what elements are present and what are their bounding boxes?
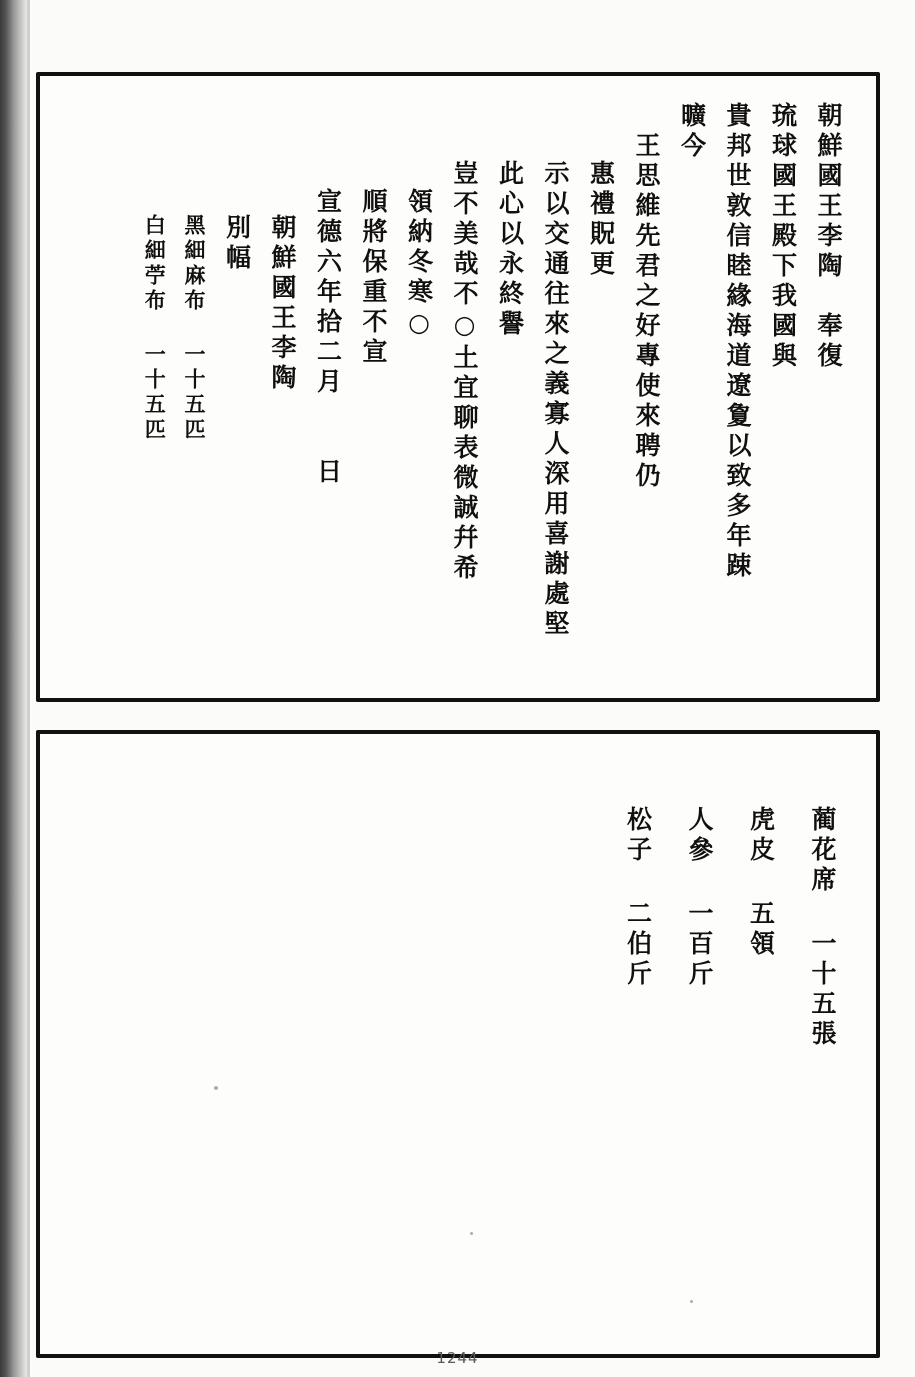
letter-line: 貴邦世敦信睦緣海道遼夐以致多年踈 bbox=[723, 102, 752, 582]
book-gutter-edge bbox=[27, 0, 30, 1377]
letter-block bbox=[36, 72, 880, 702]
letter-line: 豈不美哉不○土宜聊表微誠幷希 bbox=[450, 160, 479, 584]
page-number: 1244 bbox=[436, 1349, 479, 1367]
letter-line: 此心以永終譽 bbox=[495, 160, 525, 340]
letter-line: 曠今 bbox=[677, 102, 707, 162]
gift-list-item: 松子 二伯斤 bbox=[623, 806, 653, 990]
letter-line: 王思維先君之好專使來聘仍 bbox=[632, 132, 661, 492]
scan-speck bbox=[214, 1086, 218, 1090]
letter-line: 琉球國王殿下我國與 bbox=[768, 102, 798, 372]
letter-line: 惠禮貺更 bbox=[586, 160, 616, 280]
letter-line: 順將保重不宣 bbox=[359, 188, 388, 368]
letter-attachment-item: 白細苧布 一十五匹 bbox=[142, 214, 168, 443]
letter-line: 領納冬寒○ bbox=[404, 188, 434, 342]
gift-list-item: 人參 一百斤 bbox=[685, 806, 714, 990]
gift-list-item: 虎皮 五領 bbox=[746, 806, 776, 960]
letter-text-area bbox=[40, 76, 876, 698]
letter-line: 朝鮮國王李陶 奉復 bbox=[814, 102, 843, 372]
scan-speck bbox=[690, 1300, 693, 1303]
book-gutter-shadow bbox=[0, 0, 30, 1377]
gift-list-text-area bbox=[40, 734, 876, 1354]
letter-date-line: 宣德六年拾二月 日 bbox=[313, 188, 343, 488]
gift-list-item: 蔺花席 一十五張 bbox=[808, 806, 837, 1050]
letter-signature-line: 朝鮮國王李陶 bbox=[268, 214, 297, 394]
letter-attachment-item: 黑細麻布 一十五匹 bbox=[182, 214, 207, 443]
gift-list-block bbox=[36, 730, 880, 1358]
letter-attachment-heading: 別幅 bbox=[222, 214, 252, 274]
scan-speck bbox=[470, 1232, 473, 1235]
letter-line: 示以交通往來之義寡人深用喜謝處堅 bbox=[541, 160, 570, 640]
